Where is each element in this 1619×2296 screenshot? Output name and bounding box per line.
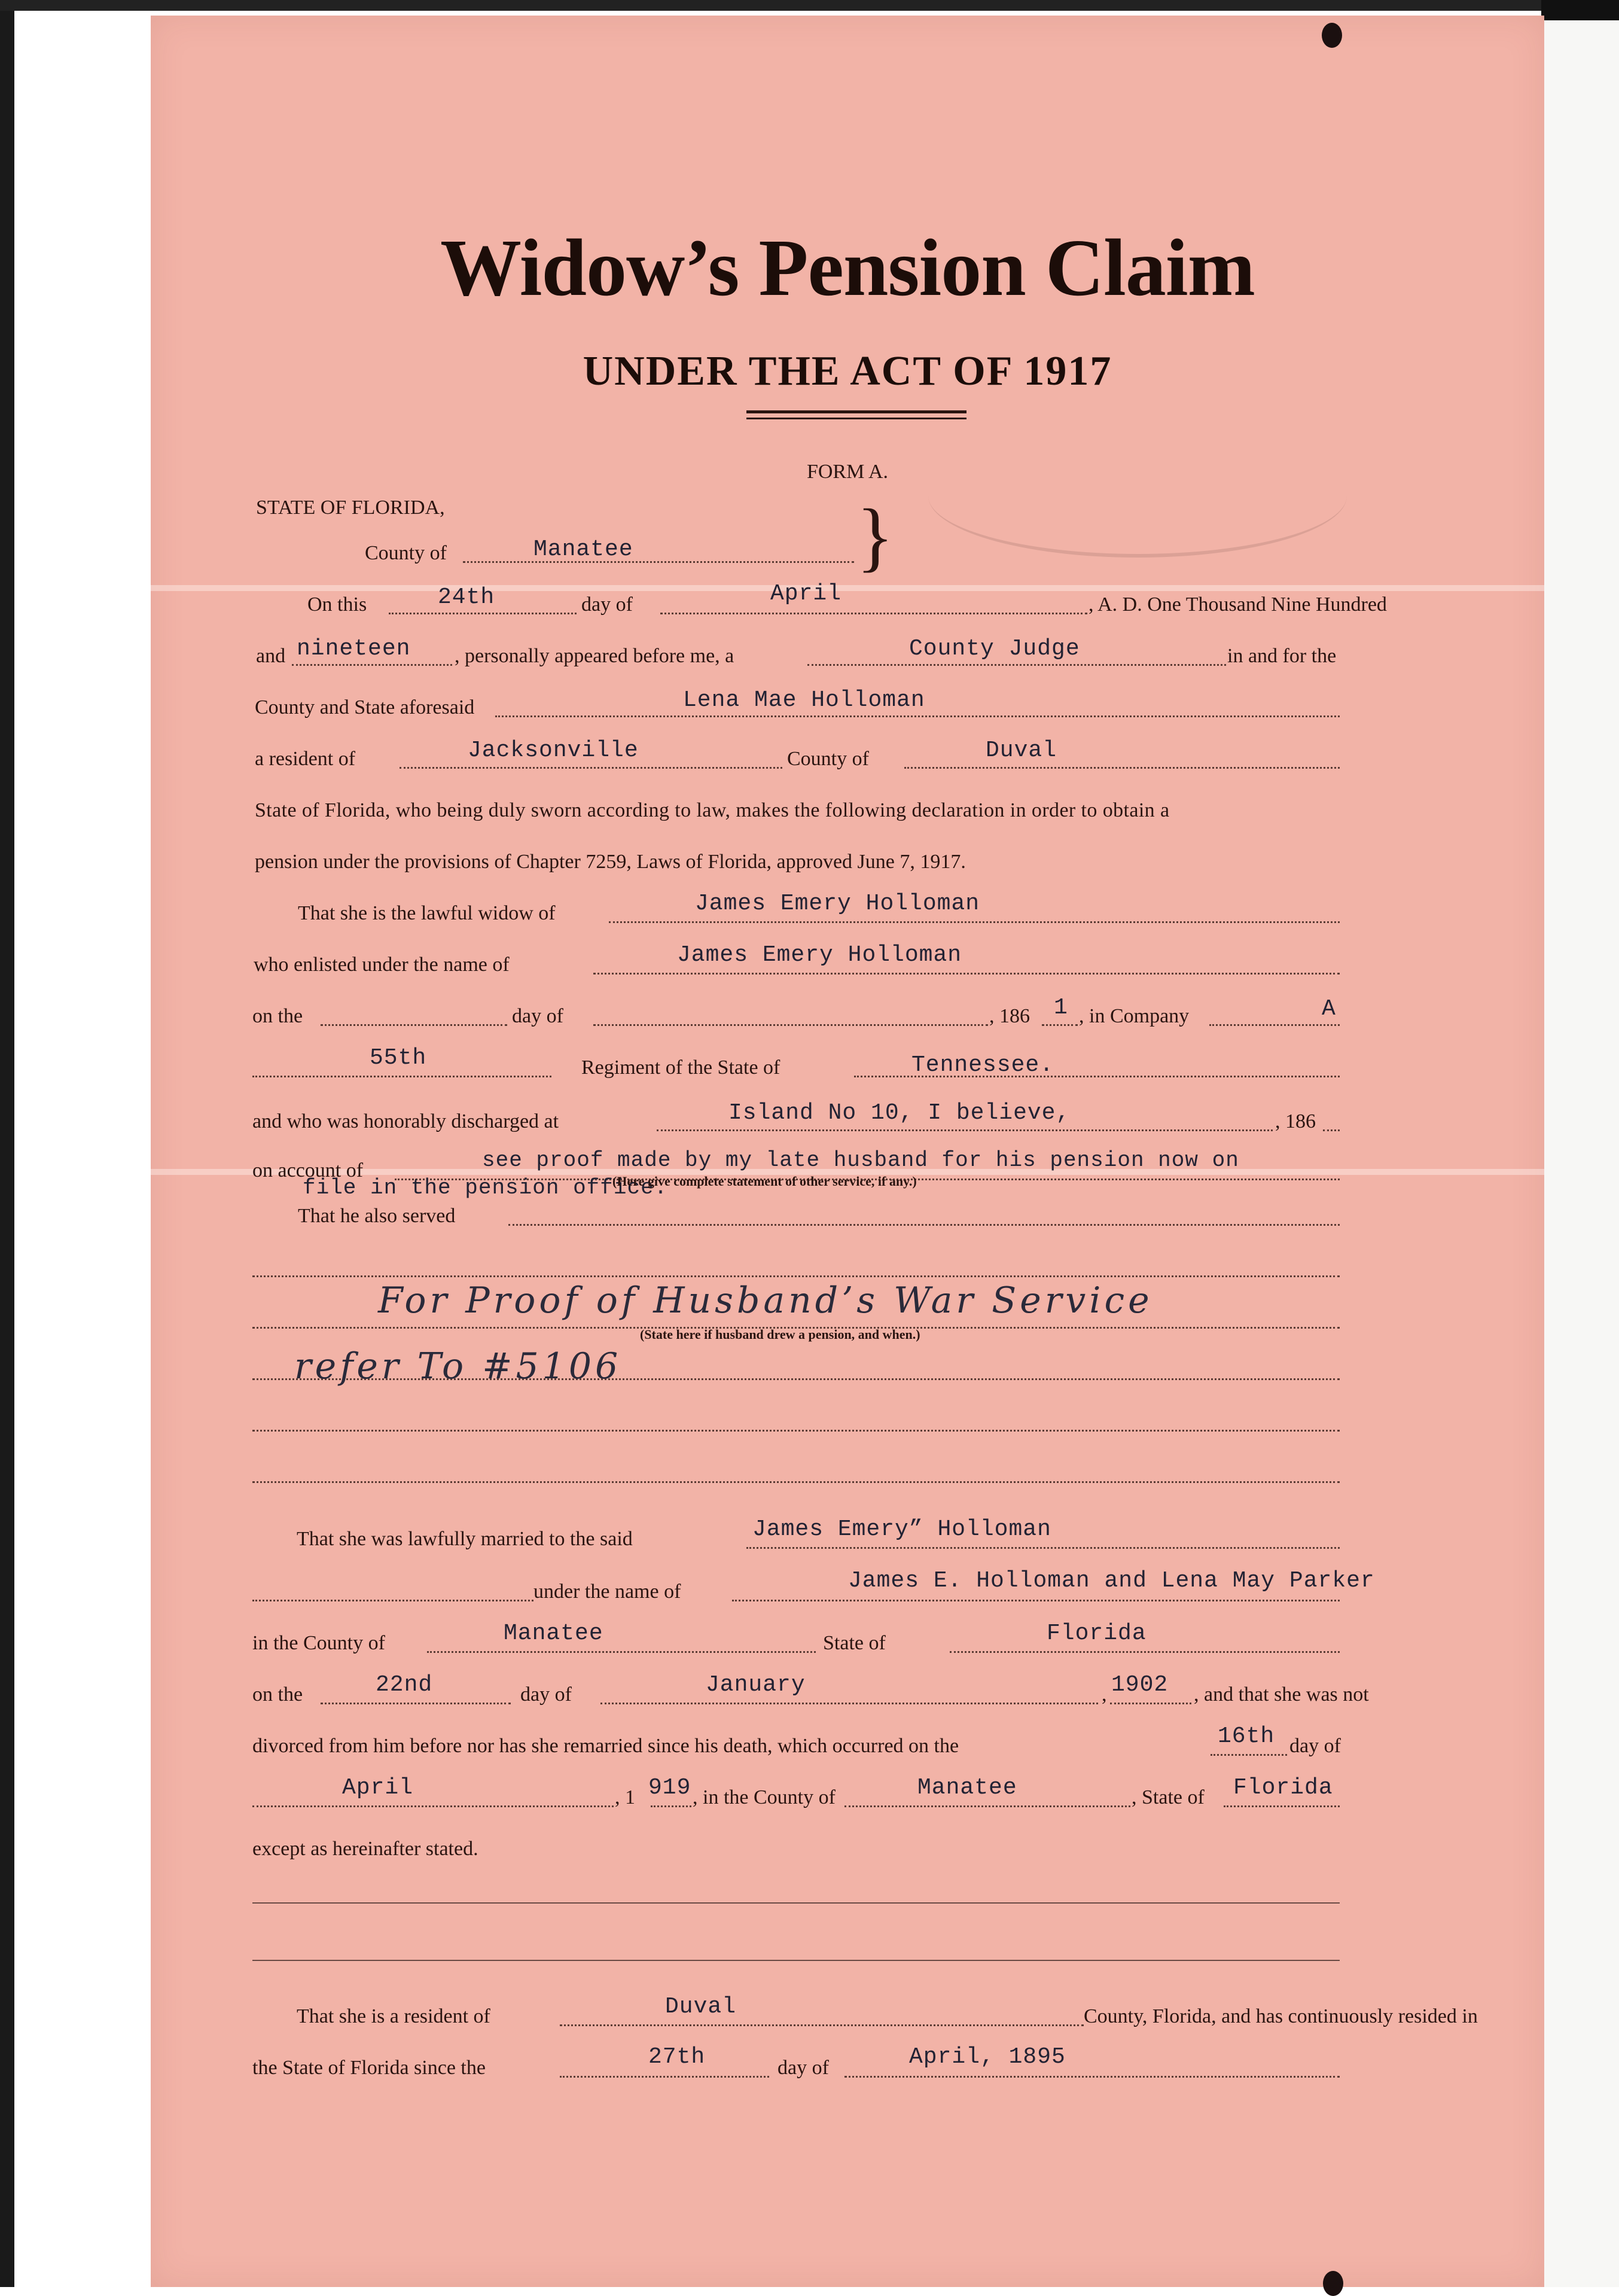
field-current-county: Duval: [665, 1994, 737, 2020]
death-month-line: [252, 1805, 614, 1807]
field-year-word: nineteen: [297, 636, 411, 662]
label-on-account-of: on account of: [252, 1159, 364, 1182]
death-county-line: [844, 1805, 1130, 1807]
discharge-line: [657, 1129, 1273, 1131]
blank-line: [252, 1902, 1340, 1904]
label-regiment: Regiment of the State of: [581, 1056, 780, 1079]
discharge-year-line: [1323, 1129, 1340, 1131]
field-company: A: [1322, 996, 1336, 1022]
title-rule: [746, 410, 966, 413]
label-and: and: [256, 645, 286, 667]
label-day-of-enlist: day of: [512, 1005, 563, 1027]
enlist-day-line: [321, 1024, 507, 1026]
married-state-line: [950, 1651, 1340, 1653]
label-in-company: , in Company: [1079, 1005, 1190, 1027]
label-discharged-at: and who was honorably discharged at: [252, 1110, 559, 1132]
claimant-line: [495, 715, 1340, 717]
title-rule: [746, 418, 966, 419]
field-death-county: Manatee: [917, 1775, 1017, 1801]
venue-county-line: [463, 561, 854, 563]
scan-margin-right: [1541, 0, 1619, 2287]
declaration-text: State of Florida, who being duly sworn according to law, makes the following declaration in order to obtain a: [255, 799, 1170, 821]
field-enlist-year: 1: [1054, 995, 1068, 1021]
label-state-of-2: , State of: [1132, 1786, 1205, 1808]
field-handwritten-2: refer To #5106: [294, 1345, 622, 1387]
blank-line: [252, 1481, 1340, 1483]
married-blank-line: [252, 1600, 533, 1601]
label-personally: , personally appeared before me, a: [455, 645, 734, 667]
label-on-this: On this: [307, 593, 367, 616]
field-husband-name: James Emery Holloman: [695, 891, 980, 916]
label-county-of: County of: [787, 748, 869, 770]
label-aforesaid: County and State aforesaid: [255, 696, 475, 718]
label-state-of: State of: [823, 1632, 886, 1654]
year-line: [292, 664, 452, 666]
label-year-1: , 1: [615, 1786, 635, 1808]
note-other-service: (Here give complete statement of other service, if any.): [612, 1174, 917, 1189]
enlist-month-line: [593, 1024, 988, 1026]
label-also-served: That he also served: [298, 1205, 456, 1227]
field-residence-county: Duval: [986, 738, 1057, 763]
blank-line: [252, 1960, 1340, 1961]
residence-county-line: [904, 767, 1340, 769]
married-year-line: [1110, 1703, 1191, 1704]
label-not-divorced: , and that she was not: [1194, 1683, 1369, 1706]
label-married-to: That she was lawfully married to the said: [297, 1528, 633, 1550]
label-county-florida: County, Florida, and has continuously resided in: [1084, 2005, 1478, 2027]
label-in-and-for: in and for the: [1227, 645, 1337, 667]
since-day-line: [560, 2076, 769, 2078]
field-married-month: January: [706, 1672, 806, 1698]
except-text: except as hereinafter stated.: [252, 1838, 478, 1860]
label-in-county: , in the County of: [693, 1786, 836, 1808]
officer-line: [807, 664, 1226, 666]
label-on-the: on the: [252, 1005, 303, 1027]
field-account-line1: see proof made by my late husband for his pension now on: [482, 1148, 1239, 1173]
scan-border-top-right: [1541, 0, 1619, 20]
married-name-line: [746, 1547, 1340, 1549]
scan-border-top: [0, 0, 1619, 11]
document-title: Widow’s Pension Claim: [440, 223, 1255, 313]
label-enlisted-under: who enlisted under the name of: [254, 954, 510, 976]
married-under-name-line: [732, 1600, 1340, 1601]
field-regiment-state: Tennessee.: [911, 1052, 1054, 1078]
label-year-sep: ,: [1102, 1683, 1107, 1706]
field-claimant: Lena Mae Holloman: [683, 687, 925, 713]
since-month-year-line: [844, 2076, 1340, 2078]
field-married-day: 22nd: [376, 1672, 433, 1698]
venue-brace: }: [856, 494, 894, 580]
field-death-state: Florida: [1233, 1775, 1333, 1801]
field-married-state: Florida: [1047, 1621, 1147, 1646]
death-state-line: [1224, 1805, 1340, 1807]
field-married-year: 1902: [1111, 1672, 1169, 1698]
label-year-186: , 186: [989, 1005, 1030, 1027]
label-day-of-2: day of: [778, 2057, 829, 2079]
field-account-line2: file in the pension office.: [303, 1176, 668, 1200]
also-served-line: [508, 1224, 1340, 1226]
field-month: April: [770, 581, 842, 607]
paper-fold: [151, 585, 1544, 591]
form-label: FORM A.: [806, 461, 889, 483]
document-subtitle: UNDER THE ACT OF 1917: [583, 348, 1112, 394]
field-residence-city: Jacksonville: [468, 738, 639, 763]
field-officer: County Judge: [909, 636, 1080, 662]
label-lawful-widow: That she is the lawful widow of: [298, 902, 556, 924]
field-married-county: Manatee: [504, 1621, 603, 1646]
field-since-day: 27th: [648, 2044, 706, 2070]
label-resident-county: That she is a resident of: [297, 2005, 490, 2027]
month-line: [660, 613, 1087, 614]
label-day-of-married: day of: [520, 1683, 572, 1706]
field-regiment-no: 55th: [370, 1045, 427, 1071]
husband-line: [609, 921, 1340, 923]
residence-city-line: [400, 767, 782, 769]
document-page: [151, 16, 1544, 2287]
field-day: 24th: [438, 584, 495, 610]
married-day-line: [321, 1703, 511, 1704]
label-resident-of: a resident of: [255, 748, 356, 770]
death-day-line: [1211, 1754, 1287, 1756]
regiment-no-line: [252, 1076, 551, 1077]
death-year-line: [651, 1805, 691, 1807]
married-month-line: [600, 1703, 1098, 1704]
current-county-line: [560, 2024, 1084, 2026]
venue-county-label: County of: [365, 542, 447, 564]
field-married-name: James Emery” Holloman: [752, 1517, 1051, 1542]
pension-under-text: pension under the provisions of Chapter 7259, Laws of Florida, approved June 7, 1917.: [255, 851, 966, 873]
divorced-text: divorced from him before nor has she remarried since his death, which occurred on the: [252, 1735, 959, 1757]
field-death-year: 919: [648, 1775, 691, 1801]
field-since-month-year: April, 1895: [909, 2044, 1066, 2070]
company-line: [1209, 1024, 1340, 1026]
label-since-the: the State of Florida since the: [252, 2057, 486, 2079]
label-day-of-end: day of: [1289, 1735, 1341, 1757]
label-in-county-of: in the County of: [252, 1632, 385, 1654]
field-death-day: 16th: [1218, 1723, 1275, 1749]
enlisted-name-line: [593, 973, 1340, 975]
venue-state: STATE OF FLORIDA,: [256, 497, 445, 519]
blank-line: [252, 1430, 1340, 1432]
label-on-the-married: on the: [252, 1683, 303, 1706]
label-year-186b: , 186: [1275, 1110, 1316, 1132]
scan-border-left: [0, 0, 14, 2287]
label-day-of: day of: [581, 593, 633, 616]
label-under-name-of: under the name of: [533, 1581, 681, 1603]
field-death-month: April: [342, 1775, 414, 1801]
venue-county-value: Manatee: [533, 537, 633, 562]
blank-line: [252, 1275, 1340, 1277]
punch-hole: [1323, 2271, 1343, 2296]
field-handwritten-1: For Proof of Husband’s War Service: [378, 1280, 1153, 1321]
note-pension: (State here if husband drew a pension, and when.): [640, 1327, 920, 1342]
field-married-under-name: James E. Holloman and Lena May Parker: [848, 1568, 1375, 1594]
married-county-line: [427, 1651, 816, 1653]
enlist-year-line: [1042, 1024, 1078, 1026]
field-enlisted-name: James Emery Holloman: [677, 942, 962, 968]
bleed-through: [928, 434, 1347, 558]
punch-hole: [1322, 23, 1342, 48]
label-ad: , A. D. One Thousand Nine Hundred: [1089, 593, 1387, 616]
field-discharged-place: Island No 10, I believe,: [728, 1100, 1071, 1126]
day-line: [389, 613, 577, 614]
